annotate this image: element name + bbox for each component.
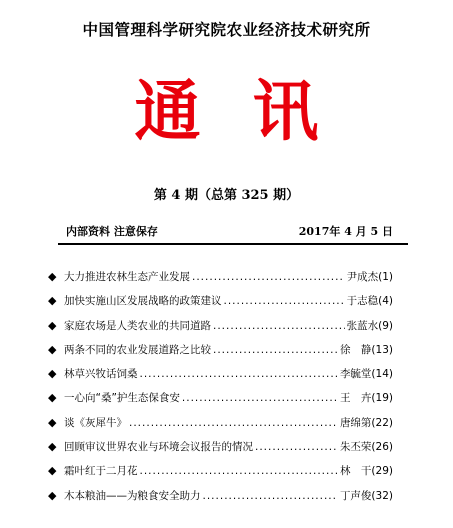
- toc-title: 大力推进农林生态产业发展: [64, 271, 190, 283]
- toc-title: 木本粮油——为粮食安全助力: [64, 489, 201, 502]
- toc-item: [48, 293, 393, 317]
- toc-item: [48, 488, 393, 512]
- toc-author-page: 朱丕荣(26): [339, 441, 393, 454]
- toc-item: [48, 463, 393, 487]
- toc-title: 一心向“桑”护生态保食安: [64, 392, 180, 405]
- publication-date: 2017年 4 月 5 日: [298, 225, 393, 238]
- toc-leader-dots: [182, 392, 338, 404]
- masthead-char-1: 通: [134, 72, 201, 150]
- toc-title: 两条不同的农业发展道路之比较: [64, 343, 211, 356]
- toc-leader-dots: [129, 417, 338, 429]
- toc-leader-dots: [255, 441, 338, 453]
- diamond-bullet-icon: ◆: [48, 391, 57, 405]
- diamond-bullet-icon: ◆: [48, 294, 57, 308]
- toc-author-page: 唐绵第(22): [339, 416, 393, 429]
- toc-leader-dots: [213, 344, 338, 356]
- toc-item: [48, 269, 393, 293]
- toc-item: [48, 366, 393, 390]
- organization-name: 中国管理科学研究院农业经济技术研究所: [82, 20, 371, 39]
- toc-title: 回顾审议世界农业与环境会议报告的情况: [64, 441, 253, 454]
- toc-author-page: 李毓堂(14): [339, 368, 393, 381]
- toc-author-page: 王 卉(19): [339, 392, 393, 405]
- diamond-bullet-icon: ◆: [48, 440, 57, 454]
- toc-leader-dots: [224, 295, 345, 307]
- header-divider: [58, 243, 408, 245]
- diamond-bullet-icon: ◆: [48, 318, 57, 332]
- diamond-bullet-icon: ◆: [48, 367, 57, 381]
- toc-leader-dots: [203, 490, 338, 502]
- diamond-bullet-icon: ◆: [48, 415, 57, 429]
- issue-number: 第 4 期（总第 325 期）: [153, 188, 300, 203]
- toc-title: 林草兴牧话饲桑: [64, 368, 138, 381]
- toc-item: [48, 318, 393, 342]
- table-of-contents: [48, 269, 393, 512]
- diamond-bullet-icon: ◆: [48, 488, 57, 502]
- toc-item: [48, 439, 393, 463]
- toc-title: 加快实施山区发展战略的政策建议: [64, 295, 222, 308]
- toc-author-page: 尹成杰(1): [346, 271, 393, 283]
- toc-title: 霜叶红于二月花: [64, 465, 138, 478]
- toc-item: [48, 390, 393, 414]
- toc-author-page: 徐 静(13): [339, 343, 393, 356]
- toc-title: 家庭农场是人类农业的共同道路: [64, 319, 211, 332]
- toc-leader-dots: [140, 368, 338, 380]
- toc-author-page: 丁声俊(32): [339, 489, 393, 502]
- toc-author-page: 于志稳(4): [346, 295, 393, 308]
- toc-leader-dots: [140, 465, 338, 477]
- toc-item: [48, 342, 393, 366]
- toc-item: [48, 415, 393, 439]
- diamond-bullet-icon: ◆: [48, 270, 57, 283]
- classification-note: 内部资料 注意保存: [66, 225, 158, 238]
- masthead-title: [0, 72, 453, 150]
- toc-title: 谈《灰犀牛》: [64, 416, 127, 429]
- diamond-bullet-icon: ◆: [48, 464, 57, 478]
- diamond-bullet-icon: ◆: [48, 342, 57, 356]
- masthead-char-2: 讯: [252, 72, 319, 150]
- toc-leader-dots: [192, 271, 345, 283]
- toc-author-page: 张蓝水(9): [346, 319, 393, 332]
- toc-leader-dots: [213, 320, 345, 332]
- toc-author-page: 林 干(29): [339, 465, 393, 478]
